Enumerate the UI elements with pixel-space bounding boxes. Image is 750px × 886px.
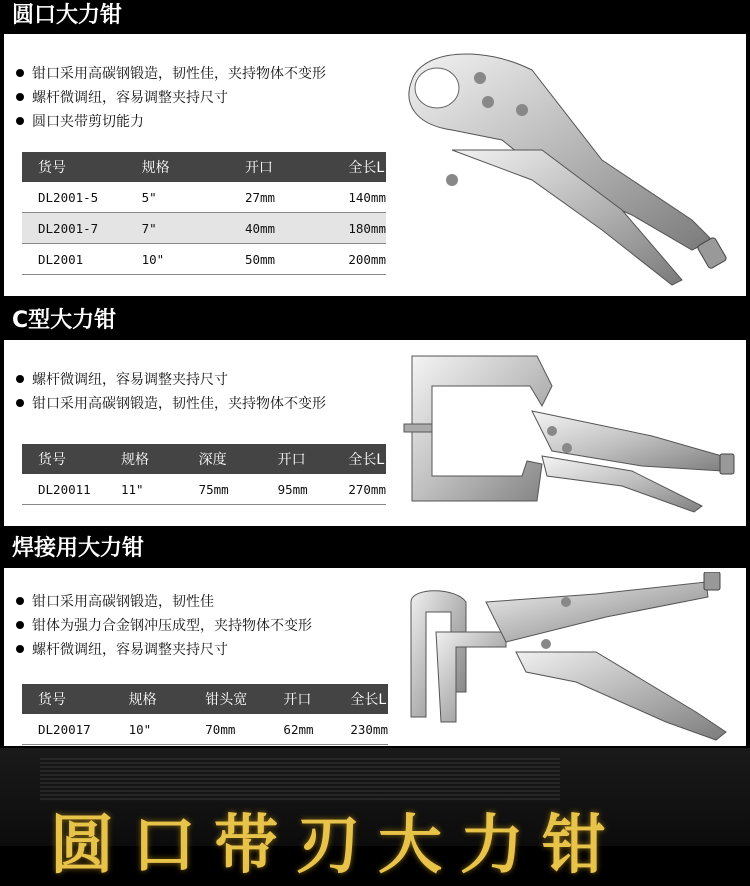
column-header: 规格 (126, 152, 229, 182)
table-cell: 95mm (262, 474, 333, 505)
bottom-banner (0, 748, 750, 883)
bullet-icon (16, 375, 24, 383)
column-header: 规格 (105, 444, 183, 474)
bullet-icon (16, 399, 24, 407)
feature-item: 钳体为强力合金钢冲压成型，夹持物体不变形 (16, 614, 312, 638)
table-cell: 10" (126, 244, 229, 275)
table-cell: 10" (113, 714, 190, 745)
bullet-icon (16, 117, 24, 125)
feature-item: 圆口夹带剪切能力 (16, 110, 326, 134)
table-cell: DL2001 (22, 244, 126, 275)
table-cell: 230mm (334, 714, 388, 745)
column-header: 全长L (334, 684, 388, 714)
feature-list (16, 368, 326, 416)
table-cell: 50mm (229, 244, 332, 275)
table-row (22, 244, 386, 275)
table-cell: DL2001-5 (22, 182, 126, 213)
bullet-icon (16, 93, 24, 101)
column-header: 全长L (332, 444, 386, 474)
section-title: C型大力钳 (0, 305, 750, 337)
table-cell: 40mm (229, 213, 332, 244)
table-header-row (22, 152, 386, 182)
table-cell: 140mm (332, 182, 386, 213)
table-cell: 75mm (183, 474, 262, 505)
bullet-icon (16, 69, 24, 77)
column-header: 规格 (113, 684, 190, 714)
feature-item: 螺杆微调纽，容易调整夹持尺寸 (16, 86, 326, 110)
feature-item: 钳口采用高碳钢锻造，韧性佳，夹持物体不变形 (16, 392, 326, 416)
table-header-row (22, 684, 388, 714)
bullet-icon (16, 597, 24, 605)
section-title: 圆口大力钳 (0, 0, 750, 32)
feature-item: 螺杆微调纽，容易调整夹持尺寸 (16, 368, 326, 392)
round-jaw-locking-pliers-image (392, 40, 742, 290)
column-header: 货号 (22, 152, 126, 182)
table-cell: 7" (126, 213, 229, 244)
product-panel-welding (4, 568, 746, 746)
product-panel-round-jaw (4, 34, 746, 296)
table-cell: 200mm (332, 244, 386, 275)
banner-heading: 圆口带刃大力钳 (50, 809, 624, 883)
column-header: 货号 (22, 444, 105, 474)
spec-table (22, 444, 386, 505)
table-cell: 62mm (267, 714, 334, 745)
feature-item: 钳口采用高碳钢锻造，韧性佳，夹持物体不变形 (16, 62, 326, 86)
column-header: 全长L (332, 152, 386, 182)
table-cell: DL20011 (22, 474, 105, 505)
table-cell: 5" (126, 182, 229, 213)
table-row (22, 474, 386, 505)
table-cell: 11" (105, 474, 183, 505)
column-header: 开口 (229, 152, 332, 182)
table-cell: 27mm (229, 182, 332, 213)
table-header-row (22, 444, 386, 474)
section-title: 焊接用大力钳 (0, 533, 750, 565)
column-header: 开口 (262, 444, 333, 474)
spec-table (22, 152, 386, 275)
column-header: 开口 (267, 684, 334, 714)
table-row (22, 182, 386, 213)
table-cell: 270mm (332, 474, 386, 505)
feature-item: 钳口采用高碳钢锻造，韧性佳 (16, 590, 312, 614)
table-cell: DL20017 (22, 714, 113, 745)
feature-list (16, 62, 326, 134)
spec-table (22, 684, 388, 745)
welding-locking-pliers-image (396, 572, 742, 744)
table-cell: 70mm (189, 714, 267, 745)
table-cell: 180mm (332, 213, 386, 244)
column-header: 货号 (22, 684, 113, 714)
c-clamp-locking-pliers-image (402, 346, 742, 522)
table-row (22, 213, 386, 244)
column-header: 钳头宽 (189, 684, 267, 714)
bullet-icon (16, 621, 24, 629)
table-cell: DL2001-7 (22, 213, 126, 244)
feature-item: 螺杆微调纽，容易调整夹持尺寸 (16, 638, 312, 662)
table-row (22, 714, 388, 745)
product-panel-c-clamp (4, 340, 746, 526)
column-header: 深度 (183, 444, 262, 474)
bullet-icon (16, 645, 24, 653)
feature-list (16, 590, 312, 662)
